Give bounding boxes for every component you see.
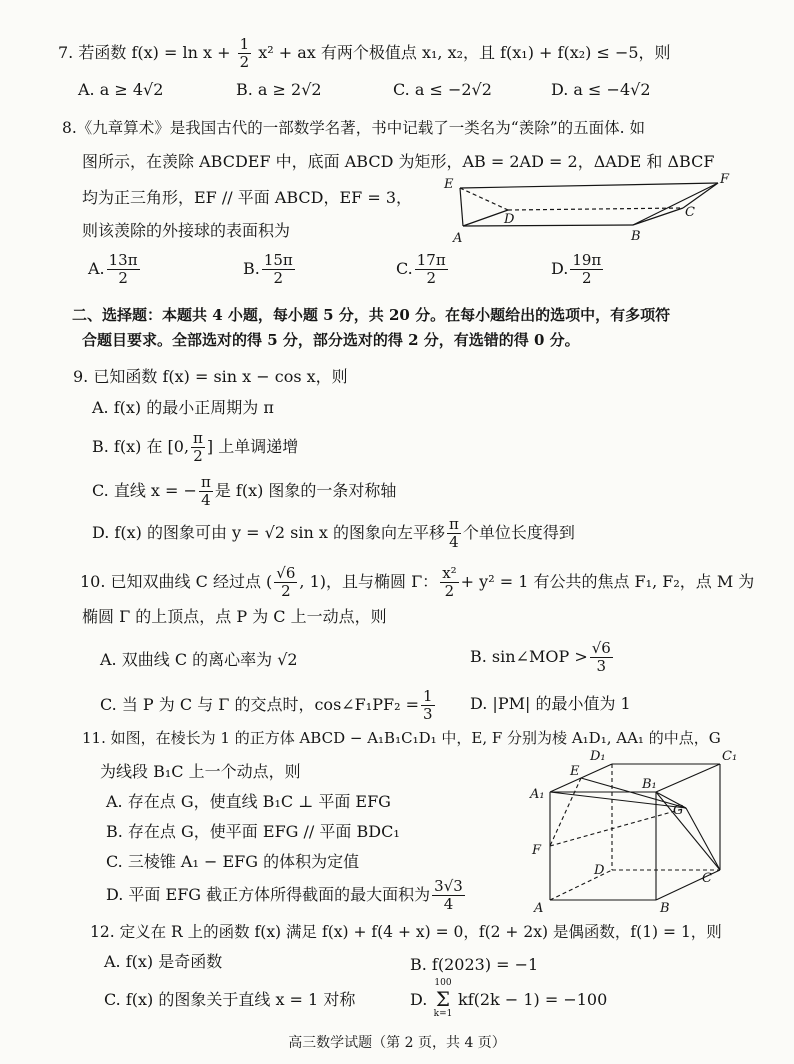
q10-option-d: D. |PM| 的最小值为 1 (470, 694, 631, 713)
q11-line1: 11. 如图，在棱长为 1 的正方体 ABCD − A₁B₁C₁D₁ 中，E, F 分别为棱 A₁D₁, AA₁ 的中点，G (82, 729, 721, 747)
q9-stem: 9. 已知函数 f(x) = sin x − cos x，则 (73, 367, 348, 386)
q11-option-c: C. 三棱锥 A₁ − EFG 的体积为定值 (106, 852, 360, 871)
q8-option-c: C. $\frac{17\pi}{2}$ (396, 251, 446, 287)
q11-label-b1: B₁ (642, 777, 657, 792)
q11-label-f: F (532, 843, 542, 858)
q12-stem: 12. 定义在 R 上的函数 f(x) 满足 f(x) + f(4 + x) = 0，f(2 + 2x) 是偶函数，f(1) = 1，则 (90, 923, 722, 941)
q7-stem: 7. 若函数 f(x) = ln x + $\frac{1}{2}$ x² + ax 有两个极值点 x₁, x₂，且 f(x₁) + f(x₂) ≤ −5，则 (58, 35, 671, 71)
q11-line2: 为线段 B₁C 上一个动点，则 (100, 762, 301, 781)
page-footer: 高三数学试题（第 2 页，共 4 页） (288, 1035, 506, 1051)
q11-label-c: C (702, 871, 712, 886)
q10-line2: 椭圆 Γ 的上顶点，点 P 为 C 上一动点，则 (82, 607, 387, 626)
q11-label-e: E (570, 764, 580, 779)
q8-label-b: B (631, 229, 641, 244)
q9-option-d: D. f(x) 的图象可由 y = √2 sin x 的图象向左平移 $\frac{\pi}{4}$ 个单位长度得到 (92, 515, 575, 551)
q12-sum: 100 Σ k=1 (433, 978, 453, 1019)
q11-cube-figure (522, 742, 772, 922)
q9-option-a: A. f(x) 的最小正周期为 π (92, 398, 274, 417)
q11-option-d: D. 平面 EFG 截正方体所得截面的最大面积为 $\frac{3√3}{4}$ (106, 877, 463, 913)
q11-option-a: A. 存在点 G，使直线 B₁C ⊥ 平面 EFG (106, 792, 391, 811)
q11-label-a: A (534, 901, 544, 916)
q8-figure (438, 168, 738, 248)
q8-line3: 均为正三角形，EF // 平面 ABCD，EF = 3， (82, 188, 413, 207)
q10-option-c: C. 当 P 为 C 与 Γ 的交点时，cos∠F₁PF₂ = $\frac{1}{3}$ (100, 687, 433, 723)
q12-option-b: B. f(2023) = −1 (410, 955, 539, 974)
section2-line2: 合题目要求。全部选对的得 5 分，部分选对的得 2 分，有选错的得 0 分。 (82, 331, 580, 349)
q7-option-c: C. a ≤ −2√2 (393, 80, 492, 99)
q7-fraction: $\frac{1}{2}$ (239, 35, 250, 71)
q8-line1: 8.《九章算术》是我国古代的一部数学名著，书中记载了一类名为“羡除”的五面体. 如 (62, 119, 645, 137)
section2-line1: 二、选择题：本题共 4 小题，每小题 5 分，共 20 分。在每小题给出的选项中，有多项符 (72, 306, 671, 324)
q8-option-d: D. $\frac{19\pi}{2}$ (551, 251, 602, 287)
q12-option-a: A. f(x) 是奇函数 (104, 952, 223, 971)
q10-stem: 10. 已知双曲线 C 经过点 ( $\frac{√6}{2}$ , 1)，且与椭圆 Γ： $\frac{\text{x²}}{2}$ + y² = 1 有公共的焦点 F₁, F₂，点 M 为 (80, 564, 755, 600)
q11-label-c1: C₁ (722, 749, 738, 764)
q8-line2: 图所示，在羡除 ABCDEF 中，底面 ABCD 为矩形，AB = 2AD = 2，ΔADE 和 ΔBCF (82, 152, 715, 171)
q11-label-d1: D₁ (590, 749, 606, 764)
q8-label-a: A (453, 231, 463, 246)
q9-option-c: C. 直线 x = − $\frac{\pi}{4}$ 是 f(x) 图象的一条对称轴 (92, 473, 397, 509)
q11-label-g: G (673, 803, 684, 818)
q8-option-b: B. $\frac{15\pi}{2}$ (243, 251, 293, 287)
q7-option-a: A. a ≥ 4√2 (78, 80, 164, 99)
q12-option-c: C. f(x) 的图象关于直线 x = 1 对称 (104, 990, 356, 1009)
q7-option-b: B. a ≥ 2√2 (236, 80, 322, 99)
q10-option-a: A. 双曲线 C 的离心率为 √2 (100, 650, 298, 669)
q8-label-f: F (720, 172, 730, 187)
q11-label-b: B (660, 901, 670, 916)
q11-label-a1: A₁ (530, 787, 545, 802)
q8-label-e: E (444, 177, 454, 192)
q8-line4: 则该羡除的外接球的表面积为 (82, 221, 291, 240)
q11-option-b: B. 存在点 G，使平面 EFG // 平面 BDC₁ (106, 822, 400, 841)
q8-label-c: C (685, 205, 695, 220)
q7-option-d: D. a ≤ −4√2 (551, 80, 651, 99)
q10-option-b: B. sin∠MOP > $\frac{√6}{3}$ (470, 639, 611, 675)
q11-label-d: D (594, 863, 605, 878)
q8-label-d: D (504, 212, 515, 227)
q9-option-b: B. f(x) 在 [0, $\frac{\pi}{2}$ ] 上单调递增 (92, 429, 299, 465)
q8-option-a: A. $\frac{13\pi}{2}$ (88, 251, 138, 287)
